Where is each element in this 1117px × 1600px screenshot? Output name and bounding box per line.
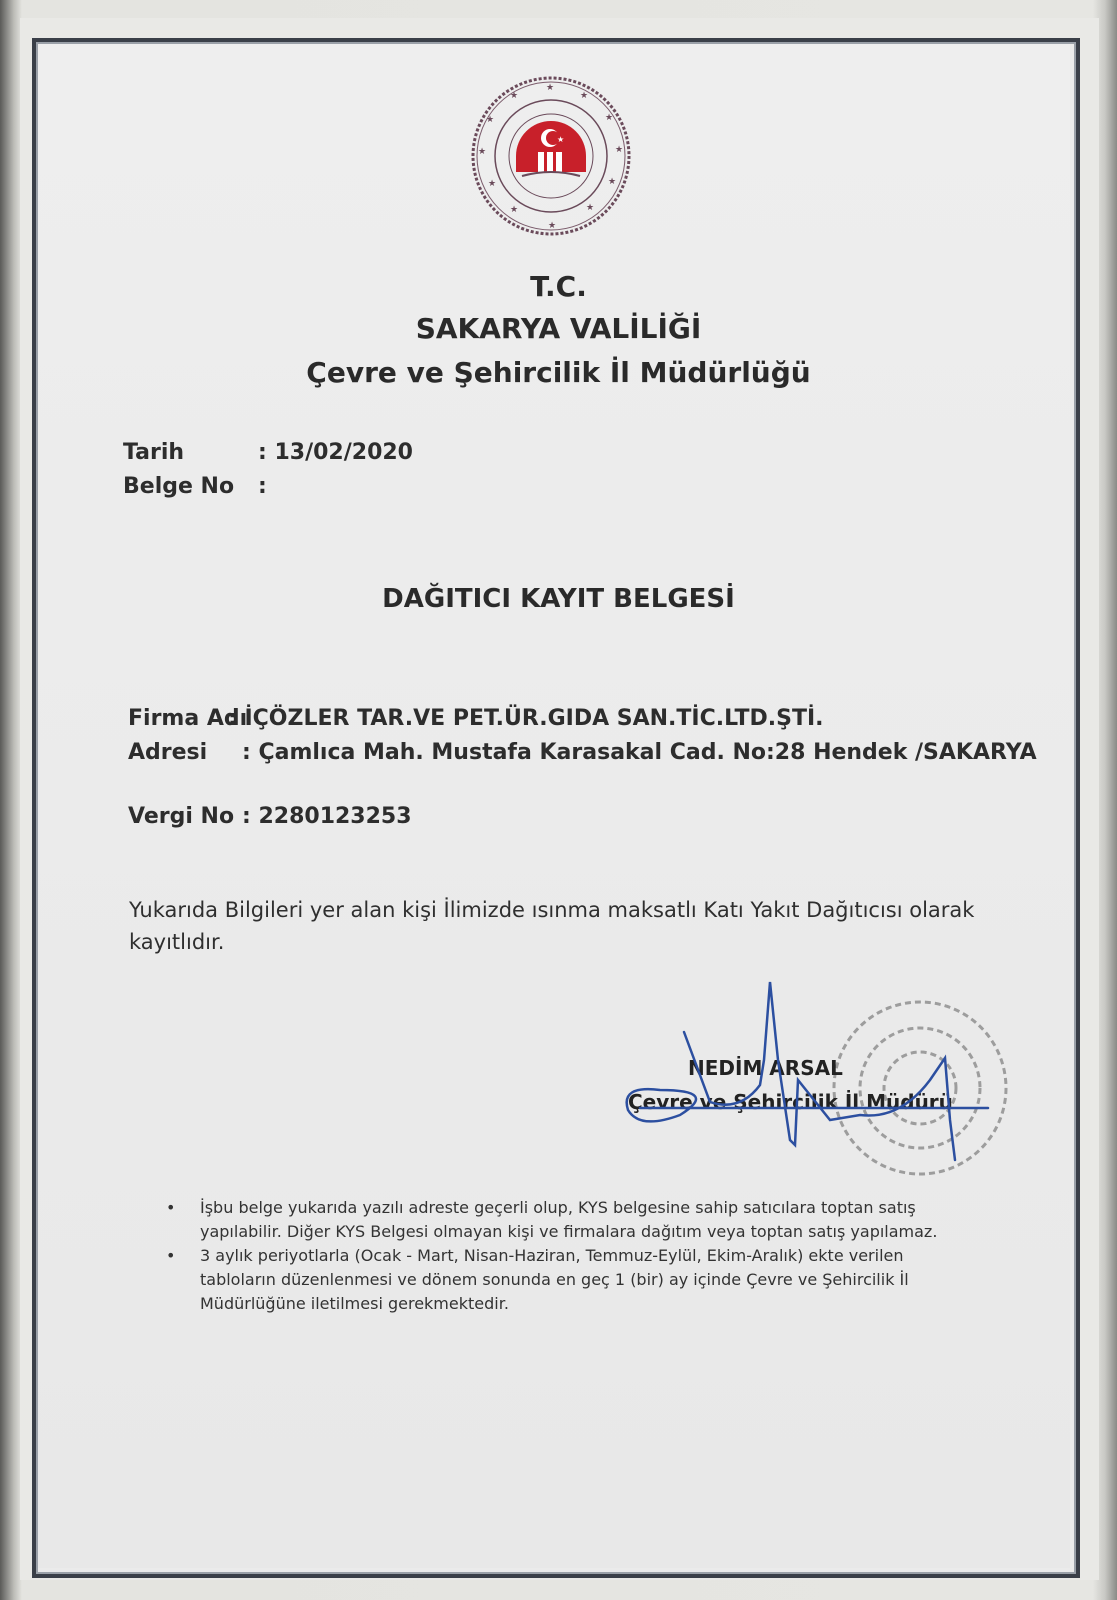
bullet-icon: •: [166, 1198, 176, 1217]
svg-text:★: ★: [510, 91, 519, 101]
svg-text:★: ★: [557, 135, 565, 144]
svg-text:★: ★: [478, 147, 487, 157]
svg-text:★: ★: [615, 145, 624, 155]
notes-list: [160, 1196, 980, 1316]
svg-text:★: ★: [486, 115, 495, 125]
date-value: : 13/02/2020: [258, 440, 413, 465]
company-name-value: : İÇÖZLER TAR.VE PET.ÜR.GIDA SAN.TİC.LTD.ŞTİ.: [228, 706, 824, 731]
header-tc: T.C.: [530, 270, 587, 303]
address-value: : Çamlıca Mah. Mustafa Karasakal Cad. No:28 Hendek /SAKARYA: [242, 740, 1037, 765]
svg-text:★: ★: [548, 221, 557, 231]
address-label: Adresi: [128, 740, 208, 765]
svg-text:★: ★: [510, 205, 519, 215]
svg-text:★: ★: [608, 177, 617, 187]
signatory-name: NEDİM ARSAL: [688, 1056, 843, 1080]
note-text: İşbu belge yukarıda yazılı adreste geçerli olup, KYS belgesine sahip satıcılara toptan satış yapılabilir. Diğer KYS Belgesi olmayan kişi ve firmalara dağıtım veya toptan satış yapılamaz.: [200, 1198, 938, 1241]
note-item: [160, 1196, 980, 1244]
tax-no-value: : 2280123253: [242, 804, 412, 829]
document-title: DAĞITICI KAYIT BELGESİ: [382, 584, 735, 614]
svg-text:★: ★: [546, 83, 555, 93]
svg-text:★: ★: [586, 203, 595, 213]
registration-statement: Yukarıda Bilgileri yer alan kişi İlimizde ısınma maksatlı Katı Yakıt Dağıtıcısı olarak kayıtlıdır.: [129, 898, 975, 954]
header-directorate: Çevre ve Şehircilik İl Müdürlüğü: [306, 356, 811, 389]
note-item: [160, 1244, 980, 1316]
doc-no-label: Belge No: [123, 474, 235, 499]
svg-text:★: ★: [488, 179, 497, 189]
doc-no-value: :: [258, 474, 267, 499]
date-label: Tarih: [123, 440, 185, 465]
note-text: 3 aylık periyotlarla (Ocak - Mart, Nisan-Haziran, Temmuz-Eylül, Ekim-Aralık) ekte verilen tabloların düzenlenmesi ve dönem sonunda en geç 1 (bir) ay içinde Çevre ve Şehircilik İl Müdürlüğüne iletilmesi gerekmektedir.: [200, 1246, 909, 1313]
tax-no-label: Vergi No: [128, 804, 235, 829]
header-governorship: SAKARYA VALİLİĞİ: [415, 312, 702, 345]
bullet-icon: •: [166, 1246, 176, 1265]
company-name-label: Firma Adı: [128, 706, 248, 731]
svg-text:★: ★: [605, 113, 614, 123]
signatory-title: Çevre ve Şehircilik İl Müdürü: [628, 1090, 953, 1114]
svg-text:★: ★: [580, 91, 589, 101]
